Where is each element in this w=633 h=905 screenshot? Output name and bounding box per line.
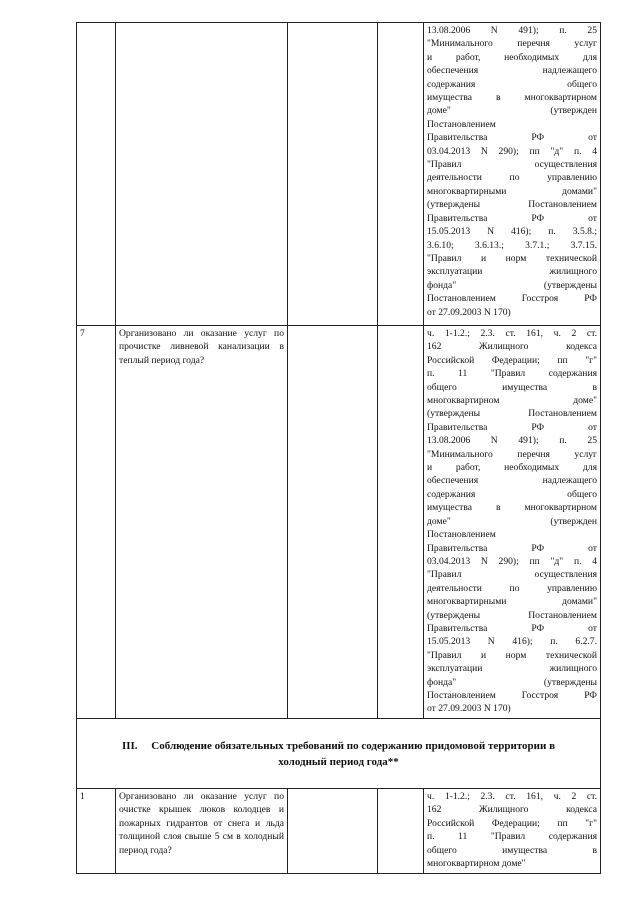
legal-text-line: (утверждены Постановлением	[427, 408, 597, 420]
legal-text-line: деятельности по управлению	[427, 582, 597, 594]
legal-basis-cell	[424, 23, 601, 326]
legal-text-line: Российской Федерации; пп "г"	[427, 354, 597, 366]
legal-text-line: 13.08.2006 N 491); п. 25	[427, 25, 597, 36]
legal-text-line: содержания общего	[427, 488, 597, 500]
legal-text-line: и работ, необходимых для	[427, 51, 597, 63]
legal-text-line: "Правил и норм технической	[427, 252, 597, 264]
legal-text-line: ч. 1-1.2.; 2.3. ст. 161, ч. 2 ст.	[427, 791, 597, 802]
legal-text-line: деятельности по управлению	[427, 172, 597, 184]
legal-text-line: многоквартирными домами"	[427, 185, 597, 197]
table-row	[77, 789, 601, 874]
legal-text-line: многоквартирном доме"	[427, 858, 526, 870]
legal-text-line: "Минимального перечня услуг	[427, 448, 597, 460]
legal-text-line: фонда" (утверждены	[427, 279, 597, 291]
legal-text-line: п. 11 "Правил содержания	[427, 368, 597, 380]
section-header-row	[77, 719, 601, 789]
legal-text-line: 03.04.2013 N 290); пп "д" п. 4	[427, 555, 597, 567]
answer-cell	[288, 326, 378, 719]
legal-text-line: Постановлением Госстроя РФ	[427, 293, 597, 305]
question-cell: Организовано ли оказание услуг по прочистке ливневой канализации в теплый период года?	[116, 326, 288, 719]
legal-text-line: (утверждены Постановлением	[427, 199, 597, 211]
legal-text-line: 3.6.10; 3.6.13.; 3.7.1.; 3.7.15.	[427, 239, 597, 251]
legal-text-line: 15.05.2013 N 416); п. 3.5.8.;	[427, 226, 597, 238]
legal-text-line: Российской Федерации; пп "г"	[427, 817, 597, 829]
legal-text-line: от 27.09.2003 N 170)	[427, 703, 511, 715]
requirements-table	[76, 22, 601, 874]
legal-text-line: ч. 1-1.2.; 2.3. ст. 161, ч. 2 ст.	[427, 328, 597, 339]
legal-text-line: общего имущества в	[427, 381, 597, 393]
legal-text-line: доме" (утвержден	[427, 105, 597, 117]
row-number: 7	[77, 326, 116, 719]
legal-text-line: Постановлением	[427, 118, 496, 130]
legal-text-line: имущества в многоквартирном	[427, 92, 597, 104]
legal-text-line: (утверждены Постановлением	[427, 609, 597, 621]
note-cell	[378, 789, 424, 874]
question-cell: Организовано ли оказание услуг по очистке крышек люков колодцев и пожарных гидрантов от снега и льда толщиной слоя свыше 5 см в холодный период года?	[116, 789, 288, 874]
table-row	[77, 326, 601, 719]
legal-text-line: п. 11 "Правил содержания	[427, 831, 597, 843]
legal-text-line: и работ, необходимых для	[427, 462, 597, 474]
legal-text-line: 15.05.2013 N 416); п. 6.2.7.	[427, 636, 597, 648]
section-heading	[77, 719, 601, 789]
legal-text-line: обеспечения надлежащего	[427, 475, 597, 487]
legal-text-line: "Правил осуществления	[427, 159, 597, 171]
legal-text-line: Правительства РФ от	[427, 622, 597, 634]
legal-text-line: Постановлением Госстроя РФ	[427, 689, 597, 701]
legal-text-line: эксплуатации жилищного	[427, 663, 597, 675]
legal-text-line: Правительства РФ от	[427, 542, 597, 554]
legal-text-line: эксплуатации жилищного	[427, 266, 597, 278]
legal-text-line: "Правил осуществления	[427, 569, 597, 581]
legal-text-line: имущества в многоквартирном	[427, 502, 597, 514]
legal-text-line: многоквартирными домами"	[427, 596, 597, 608]
table-row	[77, 23, 601, 326]
legal-text-line: Правительства РФ от	[427, 132, 597, 144]
row-number: 1	[77, 789, 116, 874]
legal-text-line: 03.04.2013 N 290); пп "д" п. 4	[427, 145, 597, 157]
legal-text-line: обеспечения надлежащего	[427, 65, 597, 77]
legal-text-line: Правительства РФ от	[427, 421, 597, 433]
legal-text-line: фонда" (утверждены	[427, 676, 597, 688]
question-cell	[116, 23, 288, 326]
legal-text-line: многоквартирном доме"	[427, 395, 597, 407]
legal-text-line: 162 Жилищного кодекса	[427, 341, 597, 353]
legal-text-line: 162 Жилищного кодекса	[427, 804, 597, 816]
section-numeral: III.	[121, 739, 138, 752]
legal-text-line: Постановлением	[427, 529, 496, 541]
row-number	[77, 23, 116, 326]
note-cell	[378, 326, 424, 719]
answer-cell	[288, 789, 378, 874]
legal-text-line: от 27.09.2003 N 170)	[427, 306, 511, 318]
legal-basis-cell	[424, 326, 601, 719]
legal-text-line: 13.08.2006 N 491); п. 25	[427, 435, 597, 447]
legal-text-line: "Правил и норм технической	[427, 649, 597, 661]
legal-text-line: доме" (утвержден	[427, 515, 597, 527]
note-cell	[378, 23, 424, 326]
legal-text-line: "Минимального перечня услуг	[427, 38, 597, 50]
legal-basis-cell	[424, 789, 601, 874]
legal-text-line: Правительства РФ от	[427, 212, 597, 224]
legal-text-line: общего имущества в	[427, 844, 597, 856]
legal-text-line: содержания общего	[427, 78, 597, 90]
section-title: Соблюдение обязательных требований по содержанию придомовой территории в холодный период года**	[151, 739, 556, 768]
answer-cell	[288, 23, 378, 326]
